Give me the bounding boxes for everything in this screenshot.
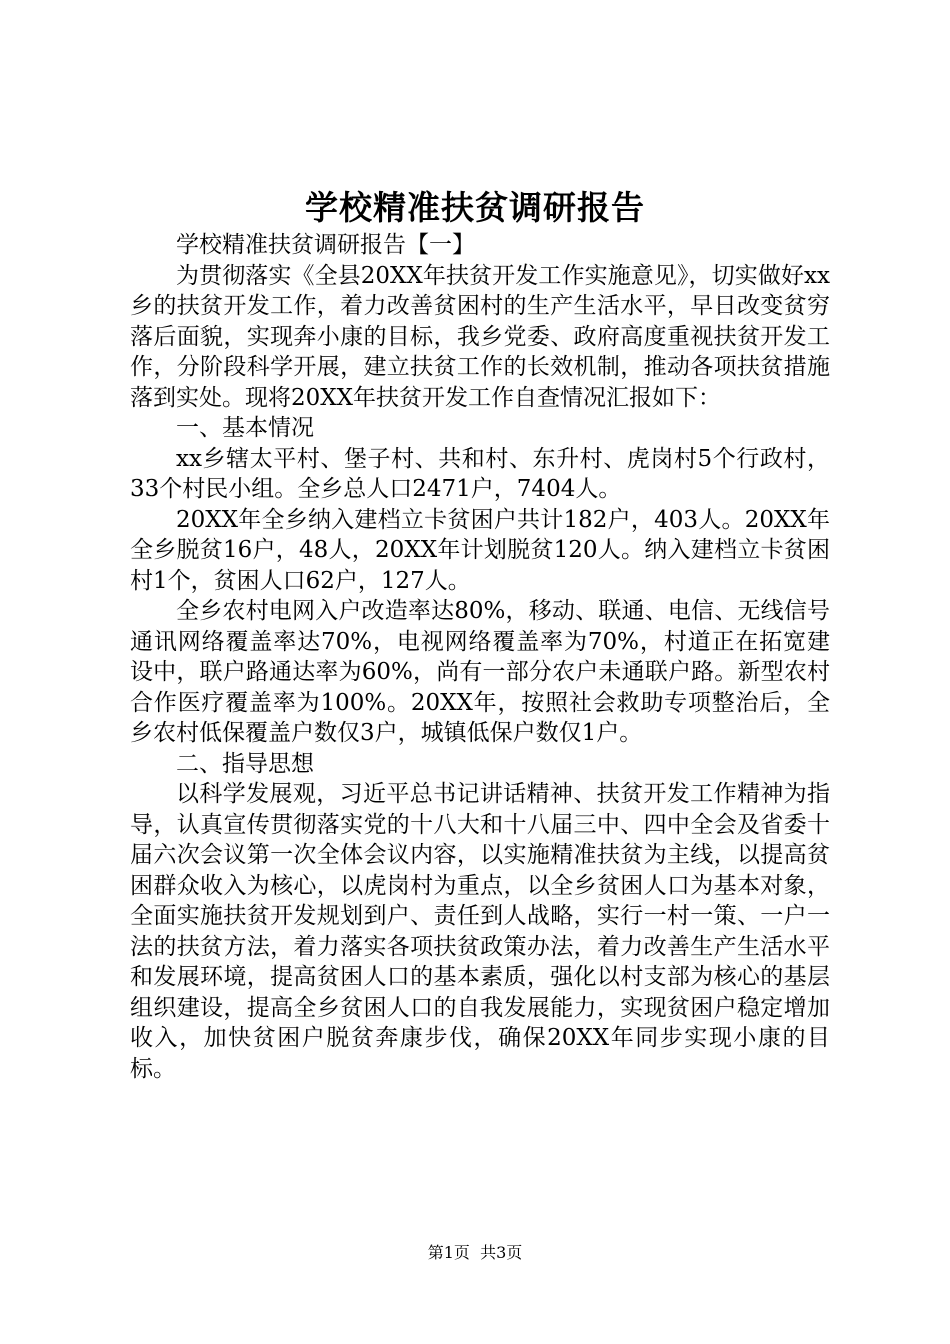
section-heading-guiding-thought: 二、指导思想: [176, 750, 314, 777]
page-number: 第1页: [427, 1243, 470, 1262]
document-title: 学校精准扶贫调研报告: [305, 188, 645, 227]
section-heading-basic-situation: 一、基本情况: [176, 415, 314, 441]
basic-situation-paragraph-3: 全乡农村电网入户改造率达80%，移动、联通、电信、无线信号通讯网络覆盖率达70%，电视网络覆盖率为70%，村道正在拓宽建设中，联户路通达率为60%，尚有一部分农户未通联户路。新型农村合作医疗覆盖率为100%。20XX年，按照社会救助专项整治后，全乡农村低保覆盖户数仅3户，城镇低保户数仅1户。: [130, 598, 830, 746]
page-total: 共3页: [480, 1243, 523, 1262]
guiding-thought-paragraph: 以科学发展观，习近平总书记讲话精神、扶贫开发工作精神为指导，认真宣传贯彻落实党的十八大和十八届三中、四中全会及省委十届六次会议第一次全体会议内容，以实施精准扶贫为主线，以提高贫困群众收入为核心，以虎岗村为重点，以全乡贫困人口为基本对象，全面实施扶贫开发规划到户、责任到人战略，实行一村一策、一户一法的扶贫方法，着力落实各项扶贫政策办法，着力改善生产生活水平和发展环境，提高贫困人口的基本素质，强化以村支部为核心的基层组织建设，提高全乡贫困人口的自我发展能力，实现贫困户稳定增加收入，加快贫困户脱贫奔康步伐，确保20XX年同步实现小康的目标。: [130, 781, 830, 1082]
basic-situation-paragraph-2: 20XX年全乡纳入建档立卡贫困户共计182户，403人。20XX年全乡脱贫16户，48人，20XX年计划脱贫120人。纳入建档立卡贫困村1个，贫困人口62户，127人。: [130, 506, 830, 594]
basic-situation-paragraph-1: xx乡辖太平村、堡子村、共和村、东升村、虎岗村5个行政村，33个村民小组。全乡总人口2471户，7404人。: [130, 445, 830, 502]
intro-paragraph: 为贯彻落实《全县20XX年扶贫开发工作实施意见》，切实做好xx乡的扶贫开发工作，着力改善贫困村的生产生活水平，早日改变贫穷落后面貌，实现奔小康的目标，我乡党委、政府高度重视扶贫开发工作，分阶段科学开展，建立扶贫工作的长效机制，推动各项扶贫措施落到实处。现将20XX年扶贫开发工作自查情况汇报如下：: [130, 262, 830, 411]
page-footer: [0, 1242, 950, 1264]
document-body: [130, 230, 830, 1084]
report-subtitle: 学校精准扶贫调研报告【一】: [176, 232, 475, 258]
